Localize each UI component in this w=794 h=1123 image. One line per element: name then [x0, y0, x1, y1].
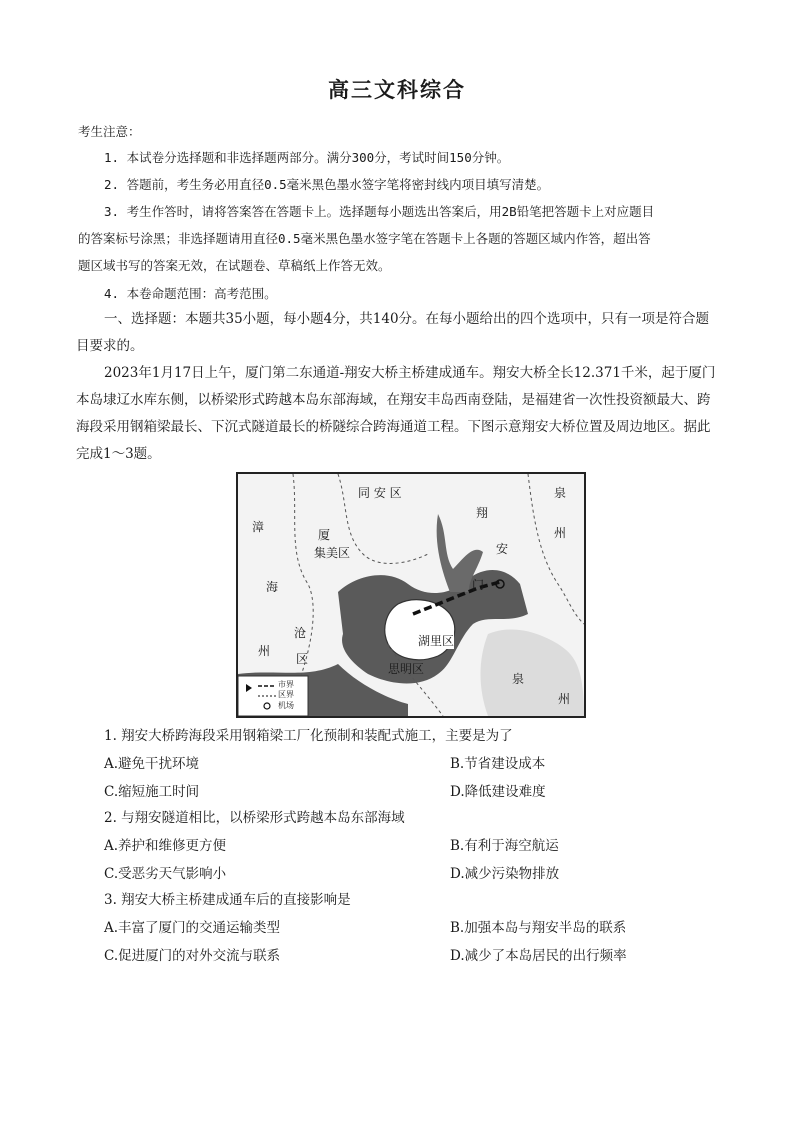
map-label-zhou-top: 州	[554, 526, 567, 540]
question-3-stem: 3. 翔安大桥主桥建成通车后的直接影响是	[104, 892, 351, 908]
notice-item-3-line-1: 3. 考生作答时，请将答案答在答题卡上。选择题每小题选出答案后，用2B铅笔把答题卡上对应题目	[104, 204, 655, 219]
map-label-qu: 区	[296, 652, 309, 666]
question-2-option-b[interactable]: B.有利于海空航运	[450, 838, 559, 854]
question-3-option-d[interactable]: D.减少了本岛居民的出行频率	[450, 948, 627, 964]
question-2-option-d[interactable]: D.减少污染物排放	[450, 866, 560, 882]
map-legend	[238, 676, 308, 716]
question-2-stem: 2. 与翔安隧道相比，以桥梁形式跨越本岛东部海域	[104, 810, 405, 826]
map-label-hai: 海	[266, 580, 279, 594]
notice-item-4: 4. 本卷命题范围：高考范围。	[104, 286, 277, 301]
bridge-location-map	[236, 472, 586, 718]
notice-item-3-line-3: 题区域书写的答案无效，在试题卷、草稿纸上作答无效。	[78, 258, 391, 273]
section-instructions: 一、选择题：本题共35小题，每小题4分，共140分。在每小题给出的四个选项中，只有一项是符合题目要求的。	[76, 311, 710, 354]
map-label-xiang: 翔	[476, 506, 489, 520]
question-1-option-b[interactable]: B.节省建设成本	[450, 756, 546, 772]
map-label-zhou-right: 州	[558, 692, 571, 706]
map-label-an: 安	[496, 542, 509, 556]
question-3-option-a[interactable]: A.丰富了厦门的交通运输类型	[104, 920, 281, 936]
question-3-option-c[interactable]: C.促进厦门的对外交流与联系	[104, 948, 281, 964]
notice-item-2: 2. 答题前，考生务必用直径0.5毫米黑色墨水签字笔将密封线内项目填写清楚。	[104, 177, 550, 192]
map-label-jimei: 集美区	[314, 546, 351, 560]
question-1-stem: 1. 翔安大桥跨海段采用钢箱梁工厂化预制和装配式施工，主要是为了	[104, 728, 513, 744]
question-1-option-c[interactable]: C.缩短施工时间	[104, 784, 200, 800]
map-label-zhou: 州	[258, 644, 271, 658]
map-label-men: 门	[472, 578, 485, 592]
page-title: 高三文科综合	[328, 77, 466, 102]
map-label-huli: 湖里区	[418, 634, 455, 648]
legend-label-city-boundary: 市界	[278, 680, 294, 689]
notice-heading: 考生注意：	[78, 124, 141, 139]
legend-label-airport: 机场	[278, 701, 294, 710]
map-label-tongan: 同 安 区	[358, 486, 402, 500]
notice-item-3-line-2: 的答案标号涂黑；非选择题请用直径0.5毫米黑色墨水签字笔在答题卡上各题的答题区域内作答，超出答	[78, 231, 651, 246]
map-label-cang: 沧	[294, 626, 307, 640]
notice-item-1: 1. 本试卷分选择题和非选择题两部分。满分300分，考试时间150分钟。	[104, 150, 510, 165]
legend-label-district-boundary: 区界	[278, 690, 294, 699]
map-label-zhang: 漳	[252, 520, 265, 534]
question-2-option-c[interactable]: C.受恶劣天气影响小	[104, 866, 227, 882]
map-label-siming: 思明区	[388, 662, 425, 676]
map-label-quan-top: 泉	[554, 486, 567, 500]
map-label-xia: 厦	[318, 528, 331, 542]
xiamen-island	[385, 600, 455, 660]
map-label-quan-bottom: 泉	[512, 672, 525, 686]
question-1-option-a[interactable]: A.避免干扰环境	[104, 756, 200, 772]
question-1-option-d[interactable]: D.降低建设难度	[450, 784, 546, 800]
question-3-option-b[interactable]: B.加强本岛与翔安半岛的联系	[450, 920, 627, 936]
question-passage: 2023年1月17日上午，厦门第二东通道-翔安大桥主桥建成通车。翔安大桥全长12.371千米，起于厦门本岛埭辽水库东侧，以桥梁形式跨越本岛东部海域，在翔安丰岛西南登陆，是福建省一次性投资额最大、跨海段采用钢箱梁最长、下沉式隧道最长的桥隧综合跨海通道工程。下图示意翔安大桥位置及周边地区。据此完成1～3题。	[76, 365, 716, 462]
question-2-option-a[interactable]: A.养护和维修更方便	[104, 838, 227, 854]
